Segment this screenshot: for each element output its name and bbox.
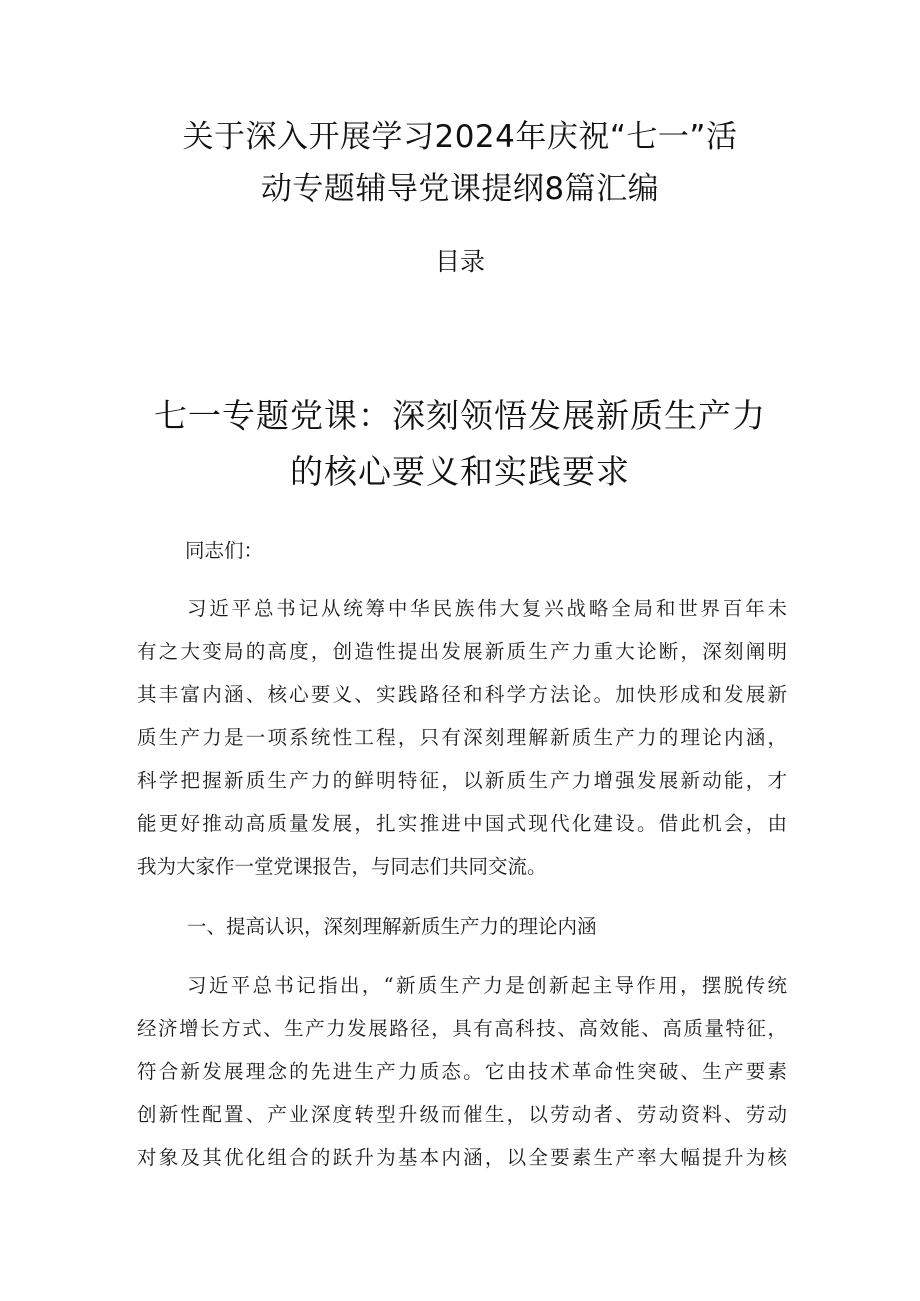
paragraph-line: 对象及其优化组合的跃升为基本内涵，以全要素生产率大幅提升为核 xyxy=(137,1146,787,1169)
paragraph-line: 其丰富内涵、核心要义、实践路径和科学方法论。加快形成和发展新 xyxy=(137,683,787,706)
document-title-line-2: 动专题辅导党课提纲8篇汇编 xyxy=(260,171,660,207)
paragraph-line: 能更好推动高质量发展，扎实推进中国式现代化建设。借此机会，由 xyxy=(137,812,787,835)
paragraph-line: 质生产力是一项系统性工程，只有深刻理解新质生产力的理论内涵， xyxy=(137,726,787,749)
paragraph-line: 有之大变局的高度，创造性提出发展新质生产力重大论断，深刻阐明 xyxy=(137,640,787,663)
document-title-line-1: 关于深入开展学习2024年庆祝“七一”活 xyxy=(182,119,738,155)
salutation: 同志们： xyxy=(185,539,264,562)
paragraph-line: 习近平总书记指出，“新质生产力是创新起主导作用，摆脱传统 xyxy=(187,974,787,997)
paragraph-line: 习近平总书记从统筹中华民族伟大复兴战略全局和世界百年未 xyxy=(187,597,787,620)
section-heading: 一、提高认识，深刻理解新质生产力的理论内涵 xyxy=(187,915,597,938)
paragraph-line: 经济增长方式、生产力发展路径，具有高科技、高效能、高质量特征， xyxy=(137,1017,787,1040)
paragraph-line: 科学把握新质生产力的鲜明特征，以新质生产力增强发展新动能，才 xyxy=(137,769,787,792)
lesson-title-line-2: 的核心要义和实践要求 xyxy=(290,452,630,491)
lesson-title-line-1: 七一专题党课：深刻领悟发展新质生产力 xyxy=(154,396,766,435)
paragraph-line: 创新性配置、产业深度转型升级而催生，以劳动者、劳动资料、劳动 xyxy=(137,1103,787,1126)
paragraph-line: 符合新发展理念的先进生产力质态。它由技术革命性突破、生产要素 xyxy=(137,1060,787,1083)
table-of-contents-label: 目录 xyxy=(434,247,485,276)
paragraph-line: 我为大家作一堂党课报告，与同志们共同交流。 xyxy=(137,855,547,878)
